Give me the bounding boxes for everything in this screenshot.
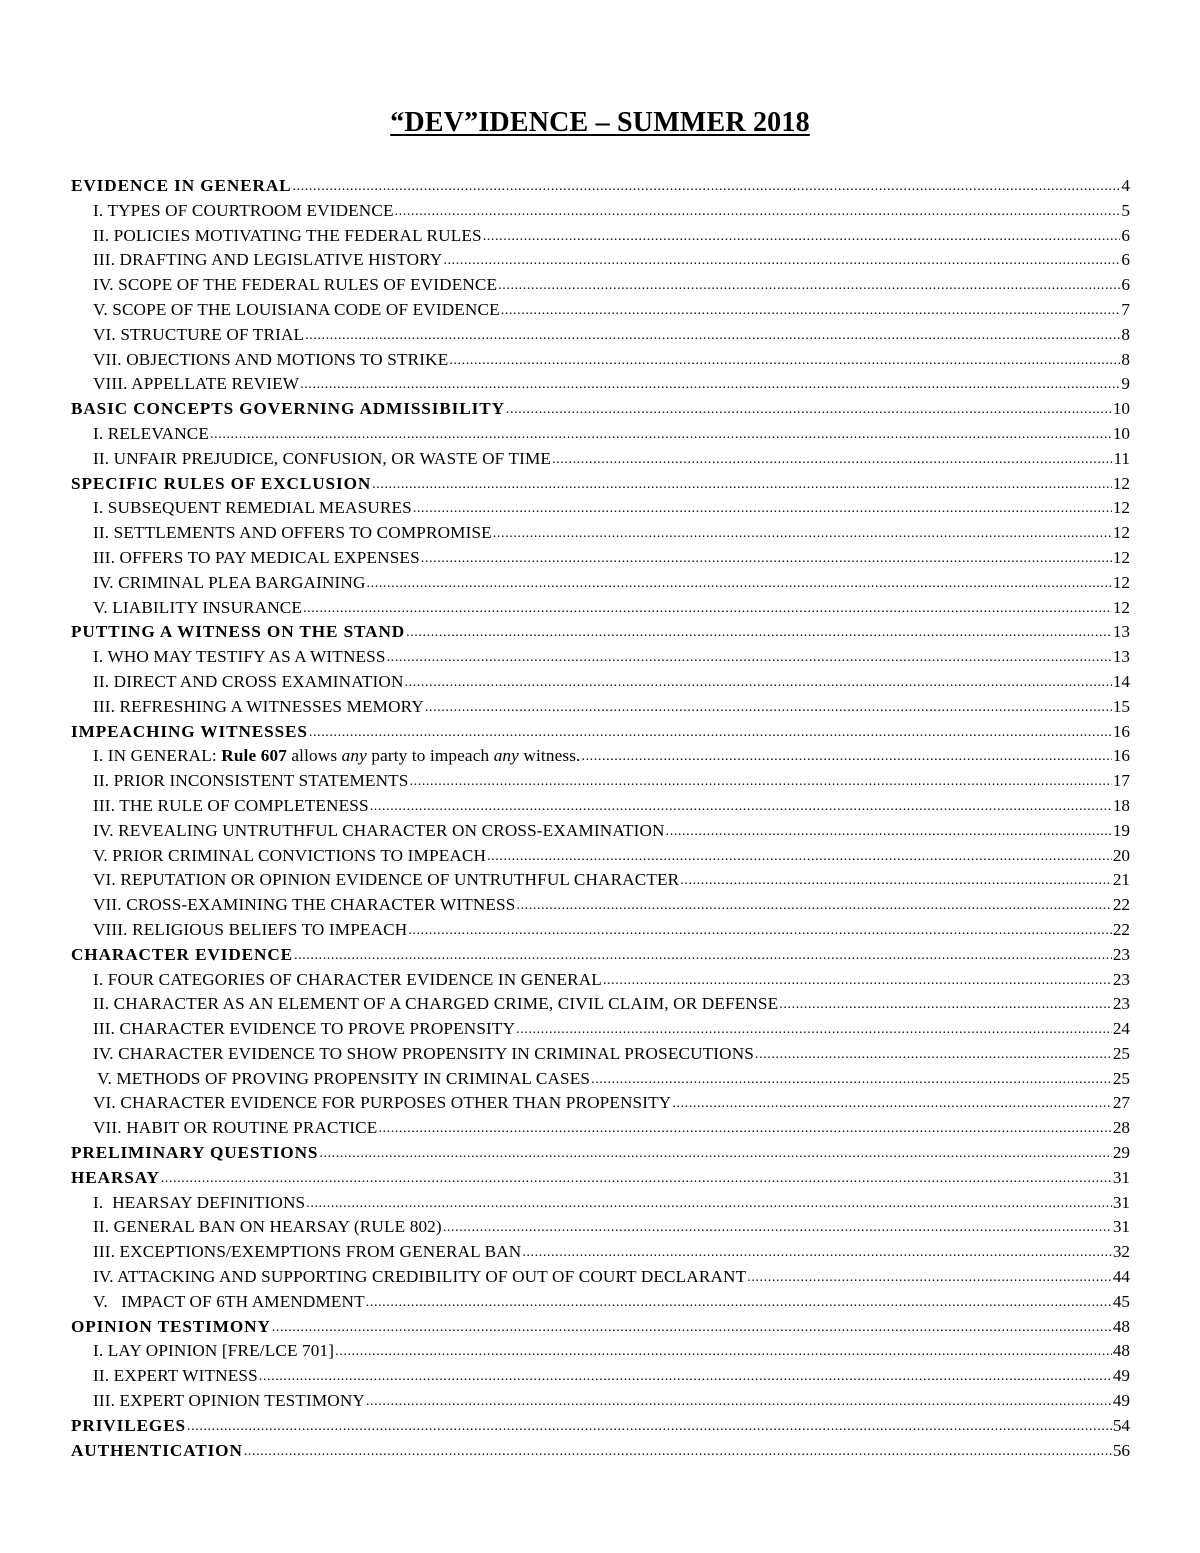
dot-leader: [449, 349, 1120, 374]
toc-entry[interactable]: [71, 472, 1130, 497]
dot-leader: [259, 1365, 1112, 1390]
toc-page-number: 23: [1112, 944, 1130, 964]
toc-entry[interactable]: [71, 1315, 1130, 1340]
toc-entry-label: PRIVILEGES: [71, 1415, 187, 1435]
label-part: witness.: [518, 746, 581, 766]
toc-page-number: 49: [1112, 1366, 1130, 1386]
toc-entry[interactable]: [71, 323, 1130, 348]
toc-entry[interactable]: [71, 992, 1130, 1017]
toc-entry-label: I. LAY OPINION [FRE/LCE 701]: [93, 1341, 335, 1361]
toc-page-number: 18: [1112, 795, 1130, 815]
dot-leader: [367, 572, 1112, 597]
toc-entry[interactable]: [71, 546, 1130, 571]
toc-entry[interactable]: [71, 1265, 1130, 1290]
toc-entry-label: I. HEARSAY DEFINITIONS: [93, 1192, 306, 1212]
toc-entry-label: I. TYPES OF COURTROOM EVIDENCE: [93, 200, 394, 220]
dot-leader: [501, 299, 1121, 324]
dot-leader: [408, 919, 1111, 944]
dot-leader: [680, 869, 1112, 894]
toc-entry[interactable]: [71, 943, 1130, 968]
toc-entry[interactable]: [71, 496, 1130, 521]
toc-page-number: 12: [1112, 498, 1130, 518]
toc-entry-label: II. UNFAIR PREJUDICE, CONFUSION, OR WASTE OF TIME: [93, 448, 552, 468]
toc-page-number: 31: [1112, 1217, 1130, 1237]
toc-page-number: 20: [1112, 845, 1130, 865]
toc-page-number: 21: [1112, 870, 1130, 890]
emphasis-text: any: [341, 746, 367, 766]
toc-entry-label: EVIDENCE IN GENERAL: [71, 176, 292, 195]
toc-entry-label: II. CHARACTER AS AN ELEMENT OF A CHARGED CRIME, CIVIL CLAIM, OR DEFENSE: [93, 994, 779, 1014]
toc-page-number: 12: [1112, 572, 1130, 592]
toc-entry[interactable]: [71, 447, 1130, 472]
toc-entry-label: II. GENERAL BAN ON HEARSAY (RULE 802): [93, 1217, 442, 1237]
toc-entry-label: HEARSAY: [71, 1167, 160, 1187]
toc-page-number: 31: [1112, 1192, 1130, 1212]
label-part: party to impeach: [366, 746, 494, 766]
toc-page-number: 32: [1112, 1242, 1130, 1262]
toc-page-number: 14: [1112, 671, 1130, 691]
toc-entry-label: I. FOUR CATEGORIES OF CHARACTER EVIDENCE IN GENERAL: [93, 969, 602, 989]
dot-leader: [366, 1291, 1112, 1316]
dot-leader: [161, 1167, 1112, 1192]
toc-page-number: 27: [1112, 1093, 1130, 1113]
toc-entry-label: AUTHENTICATION: [71, 1440, 243, 1460]
dot-leader: [300, 373, 1120, 398]
toc-entry[interactable]: [71, 893, 1130, 918]
toc-page-number: 12: [1112, 547, 1130, 567]
toc-entry[interactable]: [71, 720, 1130, 745]
toc-page-number: 12: [1112, 597, 1130, 617]
toc-page-number: 10: [1112, 399, 1130, 419]
toc-page-number: 22: [1112, 919, 1130, 939]
toc-page-number: 23: [1112, 969, 1130, 989]
toc-entry[interactable]: [71, 868, 1130, 893]
emphasis-text: any: [493, 746, 519, 766]
toc-entry[interactable]: [71, 1439, 1130, 1464]
toc-entry-label: III. REFRESHING A WITNESSES MEMORY: [93, 696, 424, 716]
toc-entry-label: III. OFFERS TO PAY MEDICAL EXPENSES: [93, 547, 420, 567]
toc-entry-label: [93, 744, 580, 769]
dot-leader: [378, 1117, 1111, 1142]
toc-page-number: 10: [1112, 423, 1130, 443]
dot-leader: [405, 671, 1112, 696]
toc-entry-label: VI. CHARACTER EVIDENCE FOR PURPOSES OTHER THAN PROPENSITY: [93, 1093, 672, 1113]
toc-page-number: 12: [1112, 523, 1130, 543]
page-title: “DEV”IDENCE – SUMMER 2018: [390, 107, 810, 138]
dot-leader: [395, 200, 1121, 225]
toc-entry[interactable]: [71, 372, 1130, 397]
toc-entry-label: II. POLICIES MOTIVATING THE FEDERAL RULES: [93, 225, 482, 245]
toc-page-number: 19: [1112, 820, 1130, 840]
toc-entry-label: II. SETTLEMENTS AND OFFERS TO COMPROMISE: [93, 523, 492, 543]
toc-entry-label: PUTTING A WITNESS ON THE STAND: [71, 622, 406, 642]
toc-entry[interactable]: [71, 1141, 1130, 1166]
toc-page-number: 11: [1113, 448, 1130, 468]
toc-entry-label: II. PRIOR INCONSISTENT STATEMENTS: [93, 771, 409, 791]
toc-page-number: 13: [1112, 647, 1130, 667]
toc-entry[interactable]: [71, 1191, 1130, 1216]
dot-leader: [413, 497, 1112, 522]
toc-page-number: 31: [1112, 1167, 1130, 1187]
toc-entry-label: III. EXPERT OPINION TESTIMONY: [93, 1391, 365, 1411]
toc-entry-label: IV. CRIMINAL PLEA BARGAINING: [93, 572, 366, 592]
toc-entry[interactable]: [71, 1215, 1130, 1240]
dot-leader: [244, 1440, 1112, 1465]
toc-page-number: 48: [1112, 1316, 1130, 1336]
toc-page-number: 7: [1121, 299, 1130, 319]
toc-page-number: 8: [1121, 349, 1130, 369]
toc-entry-label: V. SCOPE OF THE LOUISIANA CODE OF EVIDENCE: [93, 299, 500, 319]
toc-page-number: 24: [1112, 1019, 1130, 1039]
dot-leader: [483, 225, 1121, 250]
toc-page-number: 15: [1112, 696, 1130, 716]
toc-entry[interactable]: [71, 1067, 1130, 1092]
toc-page-number: 23: [1112, 994, 1130, 1014]
toc-entry-label: V. LIABILITY INSURANCE: [93, 597, 303, 617]
toc-entry-label: IV. SCOPE OF THE FEDERAL RULES OF EVIDENCE: [93, 275, 498, 295]
dot-leader: [306, 1192, 1112, 1217]
dot-leader: [425, 696, 1112, 721]
toc-entry[interactable]: [71, 348, 1130, 373]
toc-page-number: 8: [1121, 324, 1130, 344]
toc-entry-label: III. DRAFTING AND LEGISLATIVE HISTORY: [93, 250, 443, 270]
dot-leader: [293, 175, 1121, 200]
toc-page-number: 4: [1121, 176, 1130, 195]
toc-entry[interactable]: [71, 1166, 1130, 1191]
toc-page-number: 25: [1112, 1043, 1130, 1063]
dot-leader: [272, 1316, 1112, 1341]
toc-entry[interactable]: [71, 1091, 1130, 1116]
dot-leader: [522, 1241, 1111, 1266]
toc-entry[interactable]: [71, 1240, 1130, 1265]
toc-page-number: 56: [1112, 1440, 1130, 1460]
toc-entry[interactable]: [71, 298, 1130, 323]
toc-entry-label: VIII. RELIGIOUS BELIEFS TO IMPEACH: [93, 919, 408, 939]
toc-entry-label: BASIC CONCEPTS GOVERNING ADMISSIBILITY: [71, 399, 505, 419]
toc-page-number: 29: [1112, 1143, 1130, 1163]
toc-entry-label: VII. OBJECTIONS AND MOTIONS TO STRIKE: [93, 349, 449, 369]
toc-entry[interactable]: [71, 620, 1130, 645]
toc-page-number: 5: [1121, 200, 1130, 220]
toc-entry[interactable]: [71, 571, 1130, 596]
toc-entry-label: IV. CHARACTER EVIDENCE TO SHOW PROPENSITY IN CRIMINAL PROSECUTIONS: [93, 1043, 754, 1063]
toc-page-number: 44: [1112, 1267, 1130, 1287]
dot-leader: [366, 1390, 1112, 1415]
toc-entry-label: V. IMPACT OF 6TH AMENDMENT: [93, 1291, 365, 1311]
dot-leader: [210, 423, 1112, 448]
toc-page-number: 54: [1112, 1415, 1130, 1435]
toc-page-number: 22: [1112, 895, 1130, 915]
label-part: allows: [286, 746, 342, 766]
toc-page-number: 45: [1112, 1291, 1130, 1311]
dot-leader: [387, 646, 1112, 671]
dot-leader: [335, 1340, 1112, 1365]
toc-entry[interactable]: [71, 224, 1130, 249]
dot-leader: [406, 621, 1112, 646]
toc-page-number: 48: [1112, 1341, 1130, 1361]
toc-entry[interactable]: [71, 422, 1130, 447]
toc-entry[interactable]: [71, 1389, 1130, 1414]
toc-entry[interactable]: [71, 248, 1130, 273]
toc-entry[interactable]: [71, 1116, 1130, 1141]
toc-entry[interactable]: [71, 397, 1130, 422]
toc-entry-label: VIII. APPELLATE REVIEW: [93, 374, 300, 394]
toc-entry-label: PRELIMINARY QUESTIONS: [71, 1143, 319, 1163]
toc-entry-label: I. WHO MAY TESTIFY AS A WITNESS: [93, 647, 386, 667]
toc-entry[interactable]: [71, 695, 1130, 720]
dot-leader: [498, 274, 1120, 299]
toc-entry-label: VI. STRUCTURE OF TRIAL: [93, 324, 305, 344]
toc-entry-label: IV. ATTACKING AND SUPPORTING CREDIBILITY OF OUT OF COURT DECLARANT: [93, 1267, 747, 1287]
toc-entry[interactable]: [71, 1017, 1130, 1042]
toc-entry[interactable]: [71, 1290, 1130, 1315]
rule-reference: Rule 607: [221, 746, 287, 766]
dot-leader: [516, 1018, 1112, 1043]
dot-leader: [410, 770, 1112, 795]
dot-leader: [516, 894, 1111, 919]
toc-page-number: 16: [1112, 746, 1130, 766]
dot-leader: [319, 1142, 1111, 1167]
toc-entry-label: VII. CROSS-EXAMINING THE CHARACTER WITNESS: [93, 895, 516, 915]
toc-entry-label: V. METHODS OF PROVING PROPENSITY IN CRIMINAL CASES: [93, 1068, 591, 1088]
toc-page-number: 12: [1112, 473, 1130, 493]
toc-page-number: 28: [1112, 1118, 1130, 1138]
toc-page-number: 25: [1112, 1068, 1130, 1088]
dot-leader: [552, 448, 1112, 473]
dot-leader: [187, 1415, 1112, 1440]
toc-entry-label: I. RELEVANCE: [93, 423, 210, 443]
dot-leader: [591, 1068, 1112, 1093]
toc-entry-label: III. EXCEPTIONS/EXEMPTIONS FROM GENERAL BAN: [93, 1242, 522, 1262]
toc-entry[interactable]: [71, 794, 1130, 819]
toc-entry[interactable]: [71, 645, 1130, 670]
dot-leader: [443, 249, 1120, 274]
dot-leader: [747, 1266, 1112, 1291]
dot-leader: [487, 845, 1112, 870]
toc-entry[interactable]: [71, 1339, 1130, 1364]
dot-leader: [779, 993, 1112, 1018]
label-part: I. IN GENERAL:: [93, 746, 222, 766]
toc-page-number: 17: [1112, 771, 1130, 791]
dot-leader: [506, 398, 1112, 423]
toc-page-number: 6: [1121, 275, 1130, 295]
dot-leader: [443, 1216, 1112, 1241]
toc-entry[interactable]: [71, 670, 1130, 695]
toc-entry-label: II. EXPERT WITNESS: [93, 1366, 258, 1386]
toc-entry-label: III. THE RULE OF COMPLETENESS: [93, 795, 369, 815]
toc-entry-label: VI. REPUTATION OR OPINION EVIDENCE OF UNTRUTHFUL CHARACTER: [93, 870, 680, 890]
toc-page-number: 6: [1121, 250, 1130, 270]
toc-entry[interactable]: [71, 596, 1130, 621]
toc-entry-label: SPECIFIC RULES OF EXCLUSION: [71, 473, 372, 493]
toc-page-number: 16: [1112, 721, 1130, 741]
toc-entry[interactable]: [71, 1414, 1130, 1439]
toc-entry-label: OPINION TESTIMONY: [71, 1316, 271, 1336]
toc-entry[interactable]: [71, 199, 1130, 224]
dot-leader: [755, 1043, 1112, 1068]
dot-leader: [309, 721, 1112, 746]
toc-entry[interactable]: [71, 1364, 1130, 1389]
dot-leader: [603, 969, 1112, 994]
dot-leader: [303, 597, 1112, 622]
toc-entry[interactable]: [71, 844, 1130, 869]
toc-page-number: 9: [1121, 374, 1130, 394]
toc-entry-label: II. DIRECT AND CROSS EXAMINATION: [93, 671, 404, 691]
table-of-contents: [71, 174, 1130, 1463]
toc-entry[interactable]: [71, 968, 1130, 993]
toc-entry-label: CHARACTER EVIDENCE: [71, 944, 293, 964]
toc-entry-label: I. SUBSEQUENT REMEDIAL MEASURES: [93, 498, 412, 518]
toc-entry-label: III. CHARACTER EVIDENCE TO PROVE PROPENSITY: [93, 1019, 516, 1039]
dot-leader: [305, 324, 1120, 349]
dot-leader: [294, 944, 1112, 969]
toc-entry[interactable]: [71, 273, 1130, 298]
toc-entry[interactable]: [71, 174, 1130, 199]
dot-leader: [493, 522, 1112, 547]
dot-leader: [672, 1092, 1111, 1117]
toc-entry-label: V. PRIOR CRIMINAL CONVICTIONS TO IMPEACH: [93, 845, 487, 865]
toc-entry[interactable]: [71, 769, 1130, 794]
toc-page-number: 6: [1121, 225, 1130, 245]
toc-entry-label: VII. HABIT OR ROUTINE PRACTICE: [93, 1118, 378, 1138]
toc-entry-label: IV. REVEALING UNTRUTHFUL CHARACTER ON CROSS-EXAMINATION: [93, 820, 665, 840]
toc-entry[interactable]: [71, 744, 1130, 769]
dot-leader: [421, 547, 1112, 572]
dot-leader: [370, 795, 1112, 820]
dot-leader: [372, 473, 1112, 498]
toc-entry-label: IMPEACHING WITNESSES: [71, 721, 308, 741]
toc-page-number: 13: [1112, 622, 1130, 642]
dot-leader: [581, 745, 1111, 770]
toc-entry[interactable]: [71, 819, 1130, 844]
toc-entry[interactable]: [71, 521, 1130, 546]
toc-page-number: 49: [1112, 1391, 1130, 1411]
toc-entry[interactable]: [71, 918, 1130, 943]
toc-entry[interactable]: [71, 1042, 1130, 1067]
dot-leader: [666, 820, 1112, 845]
